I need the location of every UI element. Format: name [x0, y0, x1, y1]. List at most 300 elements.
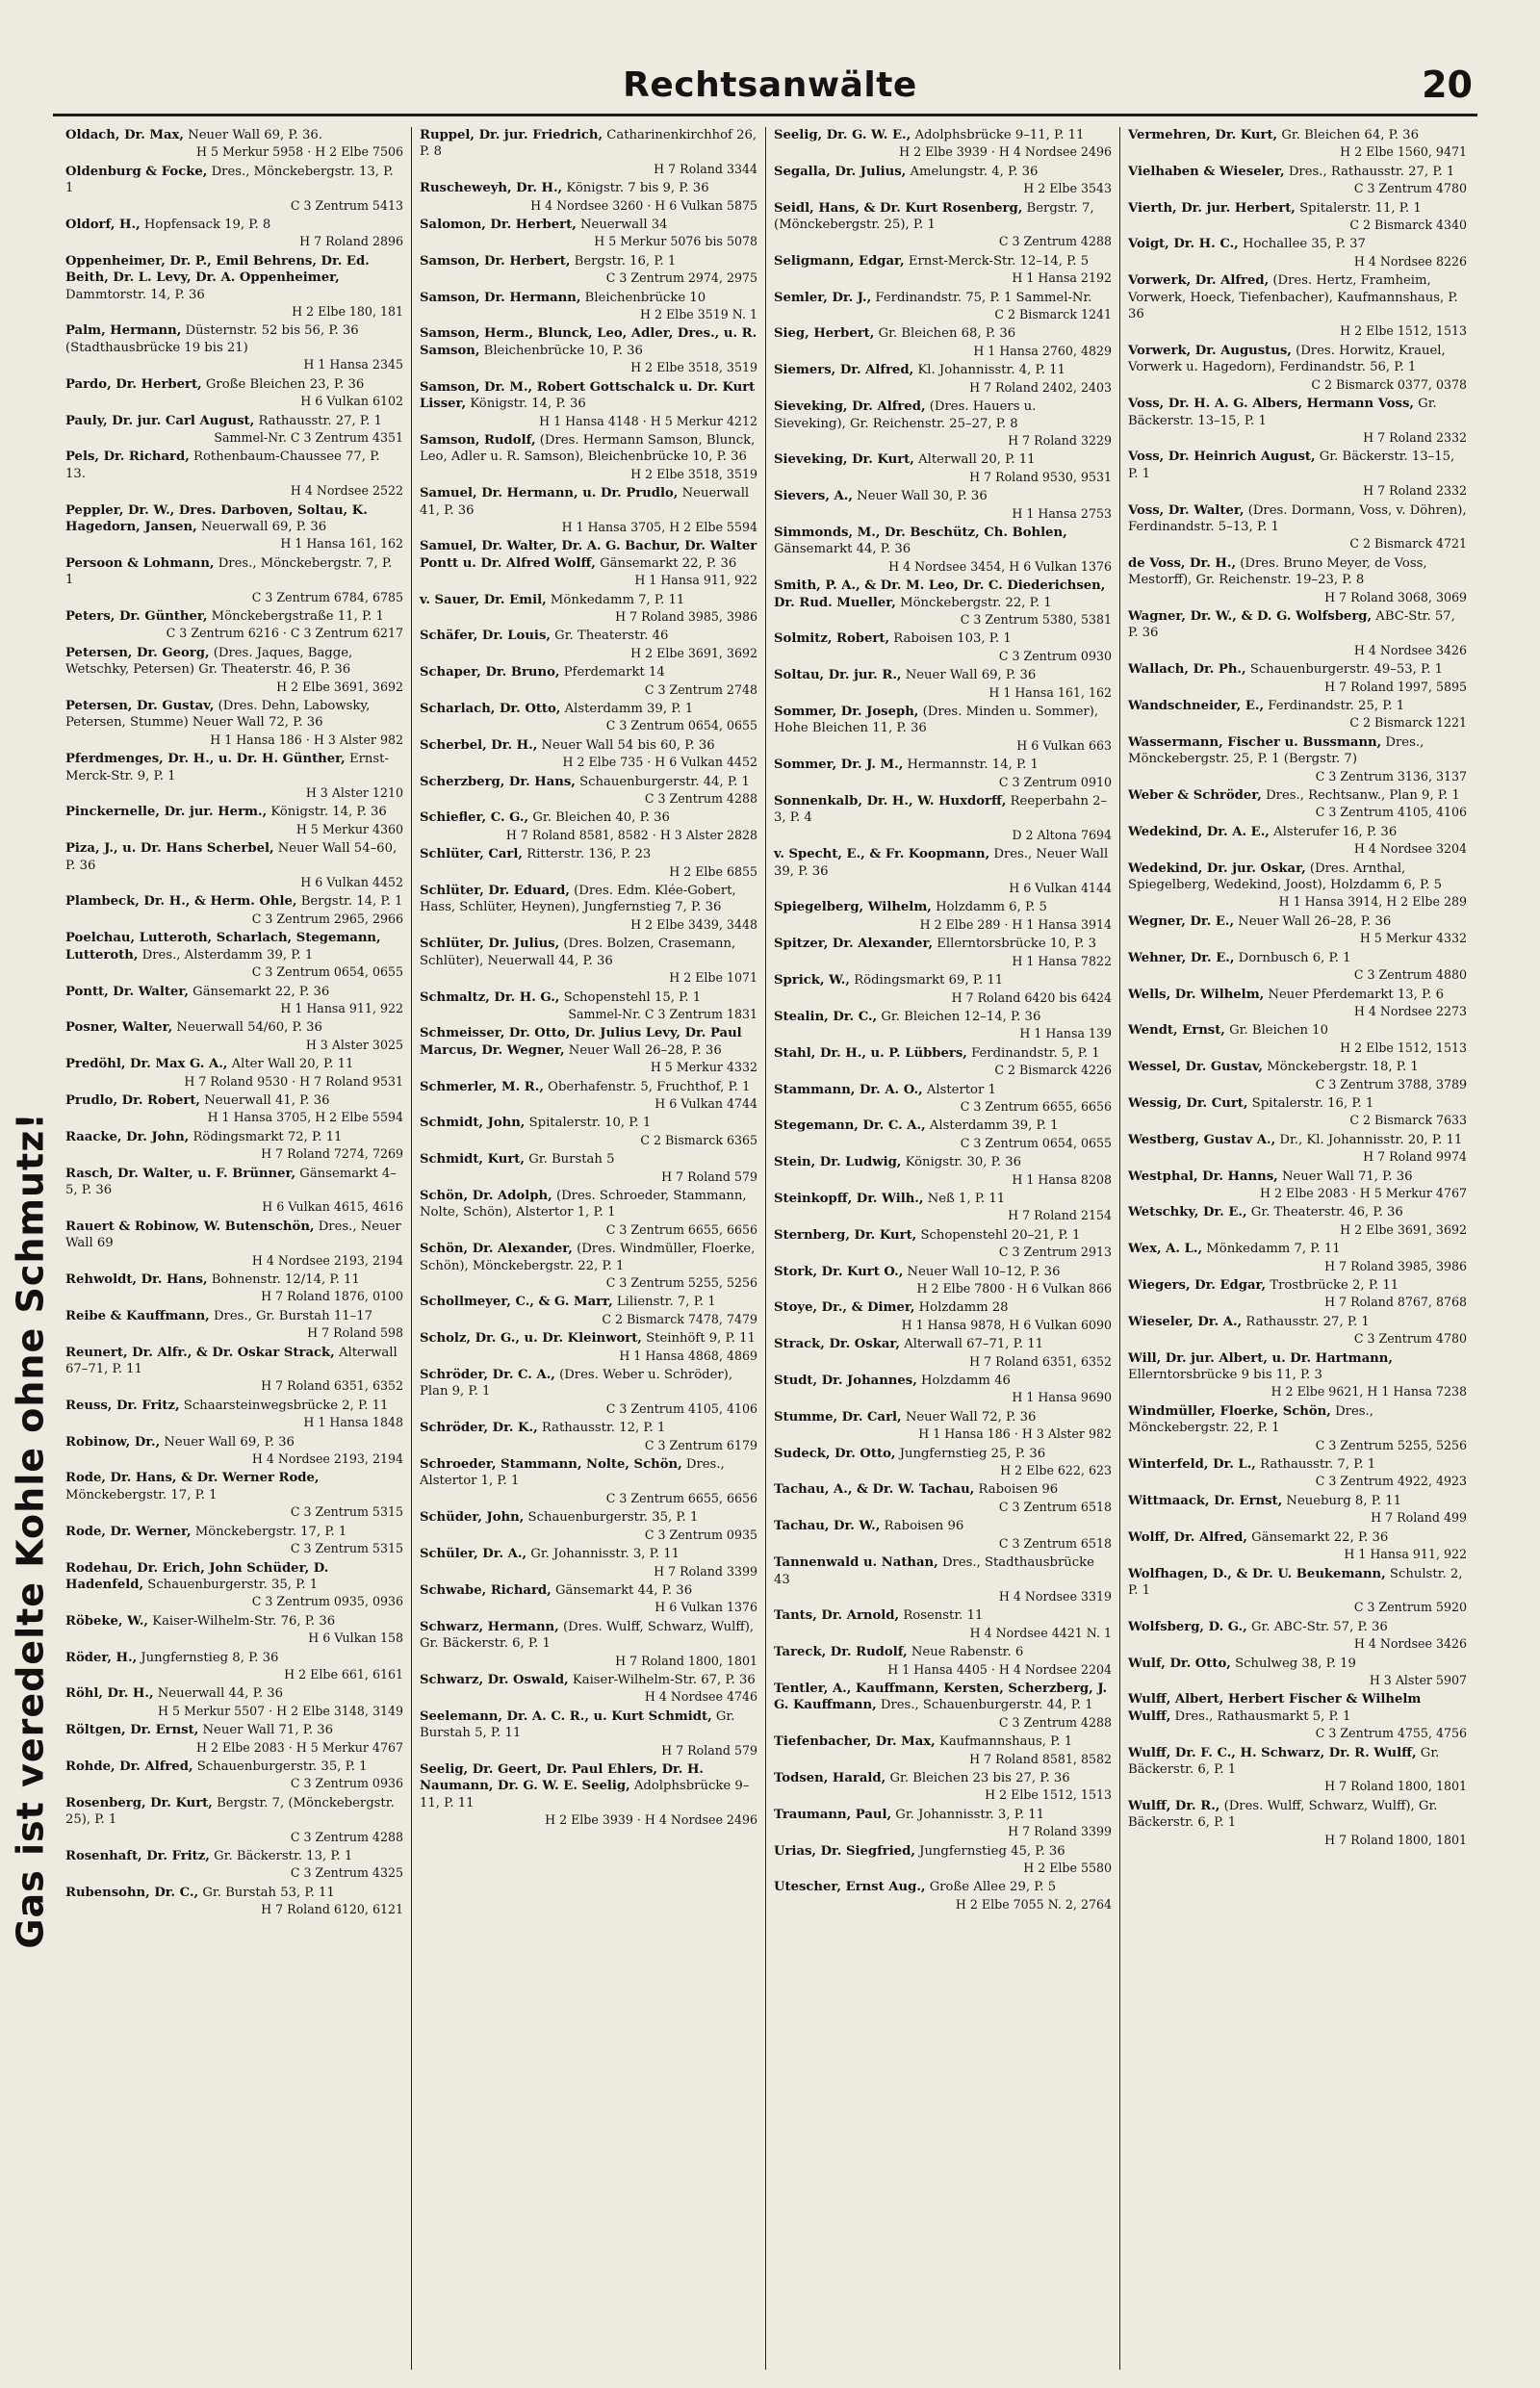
header-rule — [53, 114, 1477, 116]
entry-name: Schwarz, Hermann, — [420, 1619, 559, 1634]
entry-name: Weber & Schröder, — [1128, 788, 1262, 804]
directory-entry — [65, 1650, 403, 1683]
entry-phone: C 3 Zentrum 6518 — [998, 1535, 1112, 1551]
directory-entry — [774, 1554, 1112, 1605]
entry-line — [1128, 343, 1467, 376]
entry-line — [420, 1619, 757, 1653]
entry-phone: H 7 Roland 9530 · H 7 Roland 9531 — [184, 1073, 403, 1089]
entry-name: Sievers, A., — [774, 489, 853, 504]
entry-line — [65, 127, 403, 143]
entry-address: Catharinenkirchhof 26, P. 8 — [420, 128, 757, 160]
entry-phone: H 7 Roland 499 — [1371, 1510, 1467, 1526]
entry-phone: C 2 Bismarck 4721 — [1349, 536, 1467, 552]
entry-name: Wiegers, Dr. Edgar, — [1128, 1278, 1267, 1293]
entry-name: Voss, Dr. Walter, — [1128, 502, 1245, 518]
directory-entry — [65, 376, 403, 410]
entry-name: Rosenhaft, Dr. Fritz, — [65, 1849, 210, 1863]
directory-entry — [1128, 1403, 1467, 1453]
entry-address: Adolphsbrücke 9–11, P. 11 — [914, 128, 1085, 142]
entry-line — [774, 1481, 1112, 1498]
entry-name: Wetschky, Dr. E., — [1128, 1205, 1247, 1220]
entry-phone: C 3 Zentrum 6179 — [644, 1437, 757, 1452]
directory-entry — [1128, 1691, 1467, 1741]
entry-name: Steinkopff, Dr. Wilh., — [774, 1191, 924, 1206]
directory-entry — [1128, 1314, 1467, 1348]
entry-phone: H 7 Roland 9530, 9531 — [969, 469, 1112, 484]
entry-phone: C 3 Zentrum 3136, 3137 — [1315, 768, 1467, 783]
entry-address: Holzdamm 28 — [918, 1300, 1009, 1316]
directory-entry — [1128, 987, 1467, 1020]
entry-phone: C 3 Zentrum 4105, 4106 — [1315, 805, 1467, 820]
entry-phone: H 2 Elbe 3691, 3692 — [1340, 1221, 1467, 1237]
entry-phone: H 1 Hansa 3705, H 2 Elbe 5594 — [207, 1110, 403, 1125]
entry-line — [1128, 1691, 1467, 1725]
entry-address: Schaarsteinwegsbrücke 2, P. 11 — [183, 1398, 389, 1413]
entry-phone: H 1 Hansa 9878, H 6 Vulkan 6090 — [901, 1317, 1112, 1332]
entry-line — [65, 449, 403, 482]
directory-entry — [774, 1299, 1112, 1333]
entry-address: Jungfernstieg 8, P. 36 — [141, 1650, 279, 1665]
directory-entry — [774, 1191, 1112, 1224]
entry-address: Ferdinandstr. 5, P. 1 — [971, 1045, 1100, 1061]
entry-name: Sieveking, Dr. Alfred, — [774, 399, 926, 415]
entry-name: Rohde, Dr. Alfred, — [65, 1759, 193, 1774]
entry-address: Neue Rabenstr. 6 — [911, 1645, 1024, 1660]
entry-name: Schlüter, Carl, — [420, 847, 523, 862]
entry-phone: H 7 Roland 3985, 3986 — [1324, 1258, 1467, 1273]
entry-name: Schaper, Dr. Bruno, — [420, 665, 560, 680]
directory-entry — [65, 984, 403, 1017]
entry-line — [65, 1524, 403, 1540]
entry-phone: H 6 Vulkan 6102 — [300, 394, 403, 409]
entry-phone: C 3 Zentrum 5255, 5256 — [605, 1275, 757, 1290]
entry-name: Schüler, Dr. A., — [420, 1547, 527, 1562]
entry-address: Gänsemarkt 22, P. 36 — [192, 984, 330, 999]
entry-line — [65, 1885, 403, 1901]
entry-name: Spitzer, Dr. Alexander, — [774, 937, 934, 952]
entry-line — [420, 628, 757, 644]
entry-phone: H 7 Roland 598 — [307, 1325, 403, 1341]
directory-entry — [65, 1092, 403, 1126]
entry-name: Traumann, Paul, — [774, 1807, 892, 1822]
entry-line — [1128, 396, 1467, 429]
entry-phone: C 2 Bismarck 4340 — [1349, 218, 1467, 233]
entry-name: Schmidt, Kurt, — [420, 1152, 525, 1168]
entry-phone: H 1 Hansa 3914, H 2 Elbe 289 — [1278, 894, 1467, 910]
entry-name: Röbeke, W., — [65, 1613, 149, 1629]
entry-line — [774, 488, 1112, 504]
directory-entry — [774, 1045, 1112, 1079]
directory-entry — [420, 325, 757, 375]
entry-phone: C 3 Zentrum 5315 — [290, 1541, 403, 1556]
entry-phone: H 1 Hansa 186 · H 3 Alster 982 — [210, 732, 403, 747]
directory-entry — [774, 1373, 1112, 1406]
entry-address: Gr. ABC-Str. 57, P. 36 — [1250, 1619, 1388, 1634]
entry-address: Bleichenbrücke 10, P. 36 — [483, 343, 643, 358]
entry-name: Wagner, Dr. W., & D. G. Wolfsberg, — [1128, 608, 1373, 624]
entry-name: Röltgen, Dr. Ernst, — [65, 1723, 199, 1738]
entry-line — [774, 1733, 1112, 1750]
entry-address: (Dres. Weber u. Schröder), Plan 9, P. 1 — [420, 1368, 733, 1399]
entry-phone: H 1 Hansa 911, 922 — [634, 573, 757, 588]
entry-name: Posner, Walter, — [65, 1020, 173, 1036]
directory-entry — [1128, 1132, 1467, 1166]
entry-phone: H 5 Merkur 4332 — [650, 1060, 757, 1075]
directory-entry — [65, 1056, 403, 1090]
entry-line — [774, 1518, 1112, 1534]
entry-address: Ellerntorsbrücke 9 bis 11, P. 3 — [1128, 1368, 1322, 1383]
directory-entry — [774, 1117, 1112, 1151]
entry-phone: H 6 Vulkan 158 — [308, 1631, 403, 1646]
entry-name: Wolff, Dr. Alfred, — [1128, 1529, 1247, 1545]
entry-name: Schroeder, Stammann, Nolte, Schön, — [420, 1457, 682, 1473]
entry-name: Wallach, Dr. Ph., — [1128, 662, 1246, 678]
entry-phone: H 2 Elbe 661, 6161 — [284, 1666, 403, 1682]
entry-line — [1128, 1350, 1467, 1384]
entry-address: Raboisen 103, P. 1 — [893, 631, 1012, 647]
directory-entry — [774, 1481, 1112, 1515]
entry-address: (Dres. Wulff, Schwarz, Wulff), Gr. Bäckerstr. 6, P. 1 — [420, 1619, 755, 1652]
directory-entry — [1128, 1168, 1467, 1202]
entry-address: Jungfernstieg 45, P. 36 — [919, 1843, 1065, 1859]
entry-line — [1128, 1022, 1467, 1039]
entry-line — [774, 398, 1112, 432]
entry-line — [1128, 1656, 1467, 1672]
directory-entry — [420, 1546, 757, 1579]
entry-phone: H 5 Merkur 4332 — [1359, 931, 1467, 946]
entry-name: Vorwerk, Dr. Alfred, — [1128, 273, 1270, 289]
entry-phone: D 2 Altona 7694 — [1012, 827, 1112, 842]
entry-name: Schollmeyer, C., & G. Marr, — [420, 1295, 613, 1310]
entry-name: Rode, Dr. Hans, & Dr. Werner Rode, — [65, 1471, 320, 1486]
directory-entry — [420, 1241, 757, 1291]
entry-address: Neuer Wall 54 bis 60, P. 36 — [541, 737, 715, 753]
entry-line — [420, 253, 757, 270]
directory-entry — [65, 1722, 403, 1756]
entry-line — [420, 217, 757, 233]
entry-name: Wittmaack, Dr. Ernst, — [1128, 1493, 1283, 1508]
entry-address: Steinhöft 9, P. 11 — [646, 1331, 756, 1347]
entry-name: Wessig, Dr. Curt, — [1128, 1095, 1248, 1111]
entry-name: Scherzberg, Dr. Hans, — [420, 774, 576, 789]
entry-name: v. Specht, E., & Fr. Koopmann, — [774, 847, 990, 862]
entry-phone: C 2 Bismarck 7478, 7479 — [602, 1311, 757, 1326]
entry-line — [65, 1271, 403, 1288]
entry-phone: H 2 Elbe 2083 · H 5 Merkur 4767 — [196, 1739, 403, 1755]
entry-line — [65, 555, 403, 589]
entry-name: Vermehren, Dr. Kurt, — [1128, 128, 1278, 142]
entry-name: Vielhaben & Wieseler, — [1128, 164, 1285, 179]
directory-entry — [65, 608, 403, 642]
entry-line — [420, 127, 757, 161]
entry-name: Sieveking, Dr. Kurt, — [774, 452, 914, 468]
entry-phone: H 2 Elbe 3939 · H 4 Nordsee 2496 — [545, 1812, 757, 1828]
entry-address: Neuerwall 41, P. 36 — [204, 1092, 330, 1108]
entry-name: Samson, Dr. M., Robert Gottschalck u. Dr. Kurt Lisser, — [420, 379, 756, 412]
entry-phone: H 2 Elbe 1512, 1513 — [1340, 1040, 1467, 1055]
entry-address: Neuer Wall 69, P. 36 — [905, 668, 1037, 683]
entry-address: Rathausstr. 7, P. 1 — [1260, 1457, 1376, 1473]
entry-phone: C 3 Zentrum 4288 — [998, 234, 1112, 249]
entry-address: Neueburg 8, P. 11 — [1286, 1493, 1402, 1508]
entry-name: Rauert & Robinow, W. Butenschön, — [65, 1219, 315, 1234]
entry-address: Mönkedamm 7, P. 11 — [1206, 1242, 1341, 1257]
entry-name: Voss, Dr. Heinrich August, — [1128, 449, 1316, 465]
directory-entry — [65, 751, 403, 801]
entry-line — [420, 1509, 757, 1526]
entry-address: Holzdamm 46 — [921, 1374, 1011, 1389]
entry-line — [65, 804, 403, 820]
entry-name: Westphal, Dr. Hanns, — [1128, 1168, 1278, 1184]
entry-line — [420, 664, 757, 680]
entry-phone: H 2 Elbe 3691, 3692 — [630, 645, 757, 660]
entry-address: Ernst-Merck-Str. 12–14, P. 5 — [908, 253, 1090, 269]
directory-entry — [774, 1009, 1112, 1042]
entry-name: Wedekind, Dr. A. E., — [1128, 824, 1270, 839]
directory-entry — [420, 664, 757, 698]
entry-address: Alterwall 20, P. 11 — [918, 452, 1036, 468]
entry-phone: H 2 Elbe 3543 — [1023, 181, 1112, 196]
entry-address: Mönckebergstraße 11, P. 1 — [211, 608, 384, 624]
entry-address: (Dres. Wulff, Schwarz, Wulff), Gr. Bäckerstr. 6, P. 1 — [1128, 1798, 1438, 1831]
directory-entry — [1128, 396, 1467, 446]
directory-entry — [774, 1227, 1112, 1261]
directory-entry — [420, 628, 757, 661]
entry-name: Schüder, John, — [420, 1510, 525, 1526]
entry-line — [65, 322, 403, 356]
directory-entry — [420, 127, 757, 177]
entry-address: Dres., Rechtsanw., Plan 9, P. 1 — [1266, 788, 1460, 804]
entry-line — [65, 1434, 403, 1451]
entry-address: Neuerwall 41, P. 36 — [420, 486, 750, 518]
directory-entry — [774, 1264, 1112, 1297]
entry-phone: H 6 Vulkan 4144 — [1009, 881, 1112, 896]
entry-name: Sommer, Dr. J. M., — [774, 757, 904, 773]
entry-line — [774, 127, 1112, 143]
directory-entry — [420, 592, 757, 626]
entry-line — [65, 1650, 403, 1666]
entry-line — [774, 793, 1112, 827]
directory-column-3 — [766, 127, 1120, 2370]
entry-phone: C 2 Bismarck 6365 — [640, 1132, 757, 1147]
entry-address: Lilienstr. 7, P. 1 — [616, 1295, 716, 1310]
entry-address: (Dres. Bolzen, Crasemann, Schlüter), Neuerwall 44, P. 36 — [420, 937, 736, 968]
entry-address: Gr. Burstah 5, P. 11 — [420, 1708, 735, 1741]
entry-name: Winterfeld, Dr. L., — [1128, 1457, 1256, 1473]
directory-entry — [774, 757, 1112, 790]
entry-line — [1128, 127, 1467, 143]
entry-line — [420, 1151, 757, 1168]
entry-address: Neuer Wall 69, P. 36. — [188, 128, 322, 142]
page-title: Rechtsanwälte — [623, 65, 917, 105]
directory-entry — [65, 1308, 403, 1342]
directory-entry — [420, 1420, 757, 1453]
entry-line — [1128, 1059, 1467, 1075]
entry-phone: H 7 Roland 6351, 6352 — [261, 1378, 403, 1394]
directory-entry — [1128, 661, 1467, 695]
entry-name: Piza, J., u. Dr. Hans Scherbel, — [65, 841, 274, 857]
entry-phone: C 3 Zentrum 0935, 0936 — [251, 1594, 403, 1609]
entry-line — [774, 936, 1112, 952]
entry-name: Tentler, A., Kauffmann, Kersten, Scherzberg, J. G. Kauffmann, — [774, 1681, 1108, 1713]
entry-phone: H 4 Nordsee 4746 — [644, 1689, 757, 1705]
entry-name: Seelig, Dr. Geert, Dr. Paul Ehlers, Dr. H. Naumann, Dr. G. W. E. Seelig, — [420, 1761, 704, 1794]
directory-entry — [1128, 1493, 1467, 1527]
entry-address: Königstr. 14, P. 36 — [270, 805, 387, 820]
entry-line — [65, 645, 403, 679]
entry-phone: H 2 Elbe 1512, 1513 — [1340, 323, 1467, 339]
directory-entry — [65, 127, 403, 161]
entry-phone: H 3 Alster 3025 — [305, 1037, 403, 1052]
directory-entry — [65, 1271, 403, 1305]
entry-address: Alter Wall 20, P. 11 — [231, 1057, 354, 1072]
entry-address: Königstr. 14, P. 36 — [470, 397, 586, 412]
entry-address: Alsterdamm 39, P. 1 — [564, 702, 694, 716]
entry-line — [1128, 1798, 1467, 1832]
entry-phone: H 3 Alster 1210 — [305, 785, 403, 801]
entry-line — [774, 1299, 1112, 1316]
entry-line — [1128, 608, 1467, 642]
entry-phone: H 1 Hansa 3705, H 2 Elbe 5594 — [561, 519, 757, 534]
entry-name: Pardo, Dr. Herbert, — [65, 376, 202, 392]
entry-phone: H 1 Hansa 9690 — [1012, 1390, 1112, 1405]
entry-name: Schmaltz, Dr. H. G., — [420, 989, 560, 1005]
entry-phone: C 3 Zentrum 0654, 0655 — [605, 718, 757, 733]
directory-entry — [420, 1367, 757, 1417]
entry-phone: H 6 Vulkan 4744 — [654, 1095, 757, 1111]
entry-address: Dres., Stadthausbrücke 43 — [774, 1555, 1094, 1587]
entry-name: Schwarz, Dr. Oswald, — [420, 1672, 569, 1687]
directory-entry — [420, 1115, 757, 1148]
entry-line — [774, 362, 1112, 378]
entry-line — [420, 701, 757, 717]
entry-name: Scharlach, Dr. Otto, — [420, 702, 561, 716]
entry-phone: H 7 Roland 2402, 2403 — [969, 379, 1112, 395]
entry-name: Segalla, Dr. Julius, — [774, 164, 907, 179]
entry-address: Dres., Alstertor 1, P. 1 — [420, 1457, 725, 1489]
entry-phone: C 3 Zentrum 5920 — [1353, 1600, 1467, 1615]
entry-address: Kaiser-Wilhelm-Str. 76, P. 36 — [152, 1613, 336, 1629]
directory-entry — [1128, 787, 1467, 821]
entry-name: Wolfhagen, D., & Dr. U. Beukemann, — [1128, 1566, 1386, 1581]
entry-address: Reeperbahn 2–3, P. 4 — [774, 794, 1108, 826]
directory-entry — [65, 804, 403, 837]
entry-name: Pinckernelle, Dr. jur. Herm., — [65, 805, 268, 820]
directory-entry — [774, 1843, 1112, 1877]
directory-entry — [420, 846, 757, 880]
entry-address: Neuer Wall 54–60, P. 36 — [65, 841, 398, 873]
entry-line — [774, 1879, 1112, 1895]
directory-entry — [774, 704, 1112, 754]
entry-address: Gr. Bäckerstr. 13–15, P. 1 — [1128, 449, 1455, 481]
entry-address: Mönckebergstr. 17, P. 1 — [194, 1524, 347, 1539]
entry-address: (Dres. Arnthal, Spiegelberg, Wedekind, Joost), Holzdamm 6, P. 5 — [1128, 860, 1443, 893]
entry-phone: H 1 Hansa 4868, 4869 — [619, 1348, 757, 1363]
entry-phone: H 2 Elbe 7800 · H 6 Vulkan 866 — [916, 1281, 1112, 1296]
directory-entry — [65, 1345, 403, 1395]
entry-line — [1128, 555, 1467, 589]
entry-address: Bergstr. 16, P. 1 — [574, 253, 677, 269]
entry-name: Reunert, Dr. Alfr., & Dr. Oskar Strack, — [65, 1345, 335, 1360]
entry-phone: H 7 Roland 1997, 5895 — [1324, 679, 1467, 694]
directory-entry — [65, 1885, 403, 1918]
entry-phone: H 4 Nordsee 3204 — [1353, 841, 1467, 857]
entry-line — [420, 1330, 757, 1347]
entry-line — [1128, 787, 1467, 804]
entry-phone: C 3 Zentrum 5380, 5381 — [960, 611, 1112, 627]
directory-entry — [1128, 1529, 1467, 1563]
entry-name: Peppler, Dr. W., Dres. Darboven, Soltau, K. Hagedorn, Jansen, — [65, 502, 368, 534]
entry-phone: C 3 Zentrum 4880 — [1353, 967, 1467, 983]
entry-phone: H 1 Hansa 2192 — [1012, 270, 1112, 286]
entry-address: Rosenstr. 11 — [903, 1608, 984, 1624]
directory-entry — [65, 698, 403, 748]
entry-line — [65, 1345, 403, 1378]
entry-name: Samuel, Dr. Walter, Dr. A. G. Bachur, Dr. Walter Pontt u. Dr. Alfred Wolff, — [420, 539, 757, 571]
entry-phone: H 1 Hansa 8208 — [1012, 1171, 1112, 1187]
directory-entry — [420, 217, 757, 250]
entry-line — [65, 1795, 403, 1829]
directory-entry — [1128, 1456, 1467, 1490]
entry-phone: H 5 Merkur 4360 — [295, 821, 403, 836]
entry-name: Wedekind, Dr. jur. Oskar, — [1128, 860, 1306, 876]
entry-line — [774, 325, 1112, 342]
entry-address: Dres., Rathausstr. 27, P. 1 — [1288, 164, 1455, 179]
entry-address: Spitalerstr. 10, P. 1 — [528, 1116, 652, 1131]
entry-phone: H 5 Merkur 5507 · H 2 Elbe 3148, 3149 — [157, 1703, 403, 1718]
directory-entry — [774, 525, 1112, 575]
entry-address: Ferdinandstr. 75, P. 1 Sammel-Nr. — [875, 290, 1092, 305]
entry-line — [774, 1117, 1112, 1134]
entry-line — [1128, 1132, 1467, 1148]
entry-line — [420, 485, 757, 519]
entry-name: Tareck, Dr. Rudolf, — [774, 1645, 908, 1660]
entry-phone: H 2 Elbe 2083 · H 5 Merkur 4767 — [1260, 1185, 1467, 1200]
entry-phone: H 6 Vulkan 1376 — [654, 1600, 757, 1615]
entry-address: Schopenstehl 15, P. 1 — [563, 989, 702, 1005]
entry-address: Dres., Mönckebergstr. 22, P. 1 — [1128, 1403, 1373, 1436]
directory-entry — [1128, 1022, 1467, 1056]
entry-name: Rehwoldt, Dr. Hans, — [65, 1272, 208, 1287]
entry-address: Dres., Gr. Burstah 11–17 — [213, 1308, 373, 1323]
entry-phone: H 3 Alster 5907 — [1369, 1672, 1467, 1687]
entry-address: Gr. Bäckerstr. 13, P. 1 — [214, 1849, 353, 1863]
entry-address: Alsterdamm 39, P. 1 — [929, 1118, 1059, 1134]
entry-name: Wex, A. L., — [1128, 1242, 1203, 1257]
entry-phone: H 4 Nordsee 2273 — [1353, 1003, 1467, 1018]
entry-line — [65, 253, 403, 303]
entry-line — [1128, 1403, 1467, 1437]
entry-phone: H 7 Roland 579 — [661, 1168, 757, 1184]
entry-line — [65, 840, 403, 874]
directory-entry — [1128, 449, 1467, 499]
entry-line — [774, 1373, 1112, 1389]
entry-phone: H 6 Vulkan 4452 — [300, 875, 403, 890]
entry-name: Stahl, Dr. H., u. P. Lübbers, — [774, 1045, 967, 1061]
entry-address: Mönckebergstr. 18, P. 1 — [1267, 1060, 1419, 1075]
entry-phone: H 7 Roland 3985, 3986 — [615, 608, 757, 624]
directory-entry — [1128, 1745, 1467, 1795]
directory-entry — [774, 1154, 1112, 1188]
entry-line — [420, 1761, 757, 1811]
entry-name: Soltau, Dr. jur. R., — [774, 668, 902, 683]
entry-line — [1128, 987, 1467, 1003]
entry-line — [1128, 1241, 1467, 1257]
entry-line — [65, 1613, 403, 1630]
entry-line — [774, 1009, 1112, 1025]
entry-line — [1128, 1745, 1467, 1779]
directory-entry — [1128, 1350, 1467, 1400]
